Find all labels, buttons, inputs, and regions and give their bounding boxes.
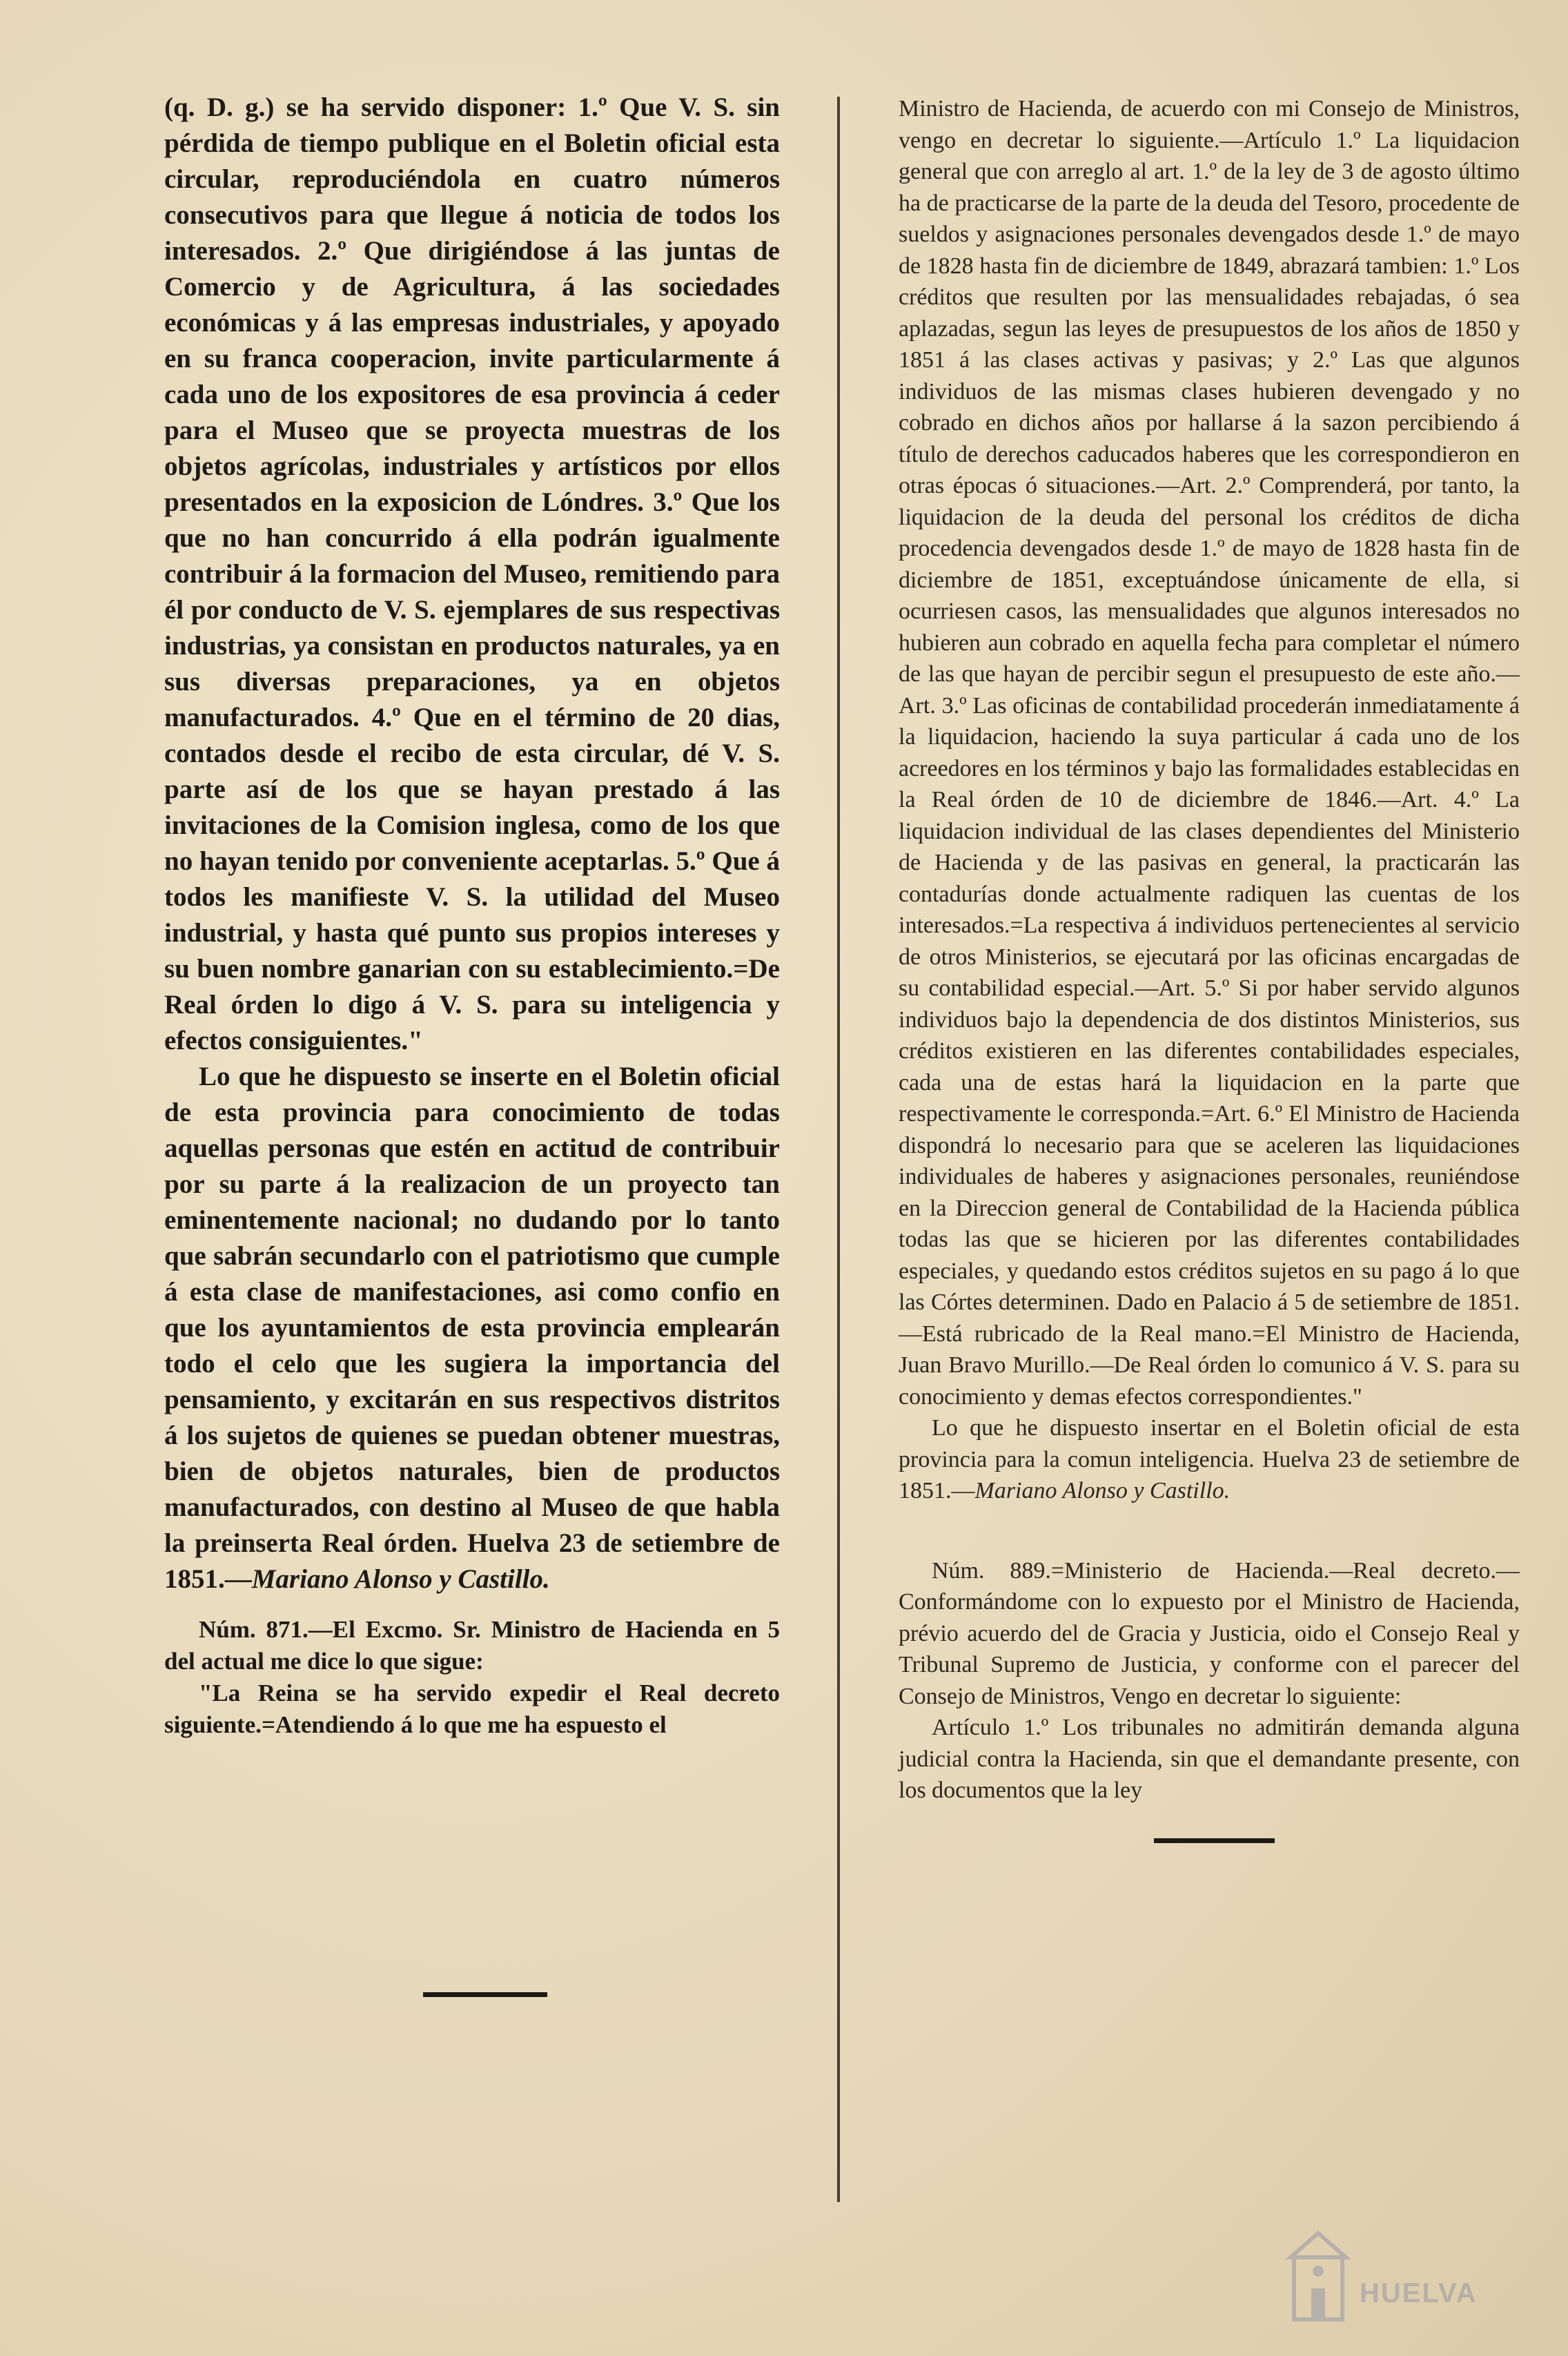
decree-intro-block — [164, 1614, 780, 1741]
column-rule — [837, 97, 840, 2202]
governor-notice-2 — [899, 1412, 1520, 1507]
left-section-divider — [423, 1992, 547, 1997]
circular-text: (q. D. g.) se ha servido disponer: 1.º Que V. S. sin pérdida de tiempo publique en el Boletin oficial esta circular, reproduciéndola en cuatro números consecutivos para que llegue á noticia de todos los interesados. 2.º Que dirigiéndose á las juntas de Comercio y de Agricultura, á las sociedades económicas y á las empresas industriales, y apoyado en su franca cooperacion, invite particularmente á cada uno de los expositores de esa provincia á ceder para el Museo que se proyecta muestras de los objetos agrícolas, industriales y artísticos por ellos presentados en la exposicion de Lóndres. 3.º Que los que no han concurrido á ella podrán igualmente contribuir á la formacion del Museo, remitiendo para él por conducto de V. S. ejemplares de sus respectivas industrias, ya consistan en productos naturales, ya en sus diversas preparaciones, ya en objetos manufacturados. 4.º Que en el término de 20 dias, contados desde el recibo de esta circular, dé V. S. parte así de los que se hayan prestado á las invitaciones de la Comision inglesa, como de los que no hayan tenido por conveniente aceptarlas. 5.º Que á todos les manifieste V. S. la utilidad del Museo industrial, y hasta qué punto sus propios intereses y su buen nombre ganarian con su establecimiento.=De Real órden lo digo á V. S. para su inteligencia y efectos consiguientes." — [164, 93, 780, 1055]
city-hall-icon — [1284, 2223, 1353, 2326]
num-871-heading: Núm. 871.—El Excmo. Sr. Ministro de Hacienda en 5 del actual me dice lo que sigue: — [164, 1616, 780, 1675]
governor-notice-2-body: Lo que he dispuesto insertar en el Boletin oficial de esta provincia para la comun inteligencia. Huelva 23 de setiembre de 1851.— — [899, 1415, 1520, 1503]
num-889-heading: Núm. 889.=Ministerio de Hacienda.—Real decreto.—Conformándome con lo expuesto por el Ministro de Hacienda, prévio acuerdo del de Gracia y Justicia, oido el Consejo Real y Tribunal Supremo de Justicia, y conforme con el parecer del Consejo de Ministros, Vengo en decretar lo siguiente: — [899, 1557, 1520, 1709]
right-section-divider — [1154, 1838, 1275, 1843]
article-1-text: Artículo 1.º Los tribunales no admitirán demanda alguna judicial contra la Hacienda, sin que el demandante presente, con los documentos que la ley — [899, 1715, 1520, 1803]
signature-2: Mariano Alonso y Castillo. — [974, 1478, 1231, 1503]
decree-liquidation-text: Ministro de Hacienda, de acuerdo con mi Consejo de Ministros, vengo en decretar lo siguiente.—Artículo 1.º La liquidacion general que con arreglo al art. 1.º de la ley de 3 de agosto último ha de practicarse de la parte de la deuda del Tesoro, procedente de sueldos y asignaciones personales devengados desde 1.º de mayo de 1828 hasta fin de diciembre de 1849, abrazará tambien: 1.º Los créditos que resulten por las mensualidades rebajadas, ó sea aplazadas, segun las leyes de presupuestos de los años de 1850 y 1851 á las clases activas y pasivas; y 2.º Las que algunos individuos de las mismas clases hubieren devengado y no cobrado en dichos años por hallarse á la sazon percibiendo á título de derechos caducados haberes que les correspondieron en otras épocas ó situaciones.—Art. 2.º Comprenderá, por tanto, la liquidacion de la deuda del personal los créditos de dicha procedencia devengados desde 1.º de mayo de 1828 hasta fin de diciembre de 1851, exceptuándose únicamente de ella, si ocurriesen casos, las mensualidades que algunos interesados no hubieren aun cobrado en aquella fecha para completar el número de las que hayan de percibir segun el presupuesto de este año.—Art. 3.º Las oficinas de contabilidad procederán inmediatamente á la liquidacion, haciendo la suya particular á cada uno de los acreedores en los términos y bajo las formalidades establecidas en la Real órden de 10 de diciembre de 1846.—Art. 4.º La liquidacion individual de las clases dependientes del Ministerio de Hacienda y de las pasivas en general, la practicarán las contadurías donde actualmente radiquen las cuentas de los interesados.=La respectiva á individuos pertenecientes al servicio de otros Ministerios, se ejecutará por las oficinas encargadas de su contabilidad especial.—Art. 5.º Si por haber servido algunos individuos bajo la dependencia de dos distintos Ministerios, sus créditos existieren en las diferentes contabilidades especiales, cada una de estas hará la liquidacion en la parte que respectivamente le corresponda.=Art. 6.º El Ministro de Hacienda dispondrá lo necesario para que se aceleren las liquidaciones individuales de haberes y asignaciones personales, reuniéndose en la Direccion general de Contabilidad de la Hacienda pública todas las que se hicieren por las diferentes contabilidades especiales, y quedando estos créditos sujetos en su pago á lo que las Córtes determinen. Dado en Palacio á 5 de setiembre de 1851.—Está rubricado de la Real mano.=El Ministro de Hacienda, Juan Bravo Murillo.—De Real órden lo comunico á V. S. para su conocimiento y demas efectos correspondientes." — [899, 96, 1520, 1410]
decree-opening: "La Reina se ha servido expedir el Real decreto siguiente.=Atendiendo á lo que me ha espuesto el — [164, 1680, 780, 1738]
watermark-text: HUELVA — [1360, 2278, 1478, 2308]
governor-notice — [164, 1059, 780, 1597]
archive-watermark — [1284, 2209, 1518, 2333]
right-column — [899, 93, 1520, 1807]
governor-notice-body: Lo que he dispuesto se inserte en el Boletin oficial de esta provincia para conocimiento de todas aquellas personas que estén en actitud de contribuir por su parte á la realizacion de un proyecto tan eminentemente nacional; no dudando por lo tanto que sabrán secundarlo con el patriotismo que cumple á esta clase de manifestaciones, asi como confio en que los ayuntamientos de esta provincia emplearán todo el celo que les sugiera la importancia del pensamiento, y excitarán en sus respectivos distritos á los sujetos de quienes se puedan obtener muestras, bien de objetos naturales, bien de productos manufacturados, con destino al Museo de que habla la preinserta Real órden. Huelva 23 de setiembre de 1851.— — [164, 1062, 780, 1594]
left-column — [164, 90, 780, 1741]
signature: Mariano Alonso y Castillo. — [251, 1564, 550, 1594]
